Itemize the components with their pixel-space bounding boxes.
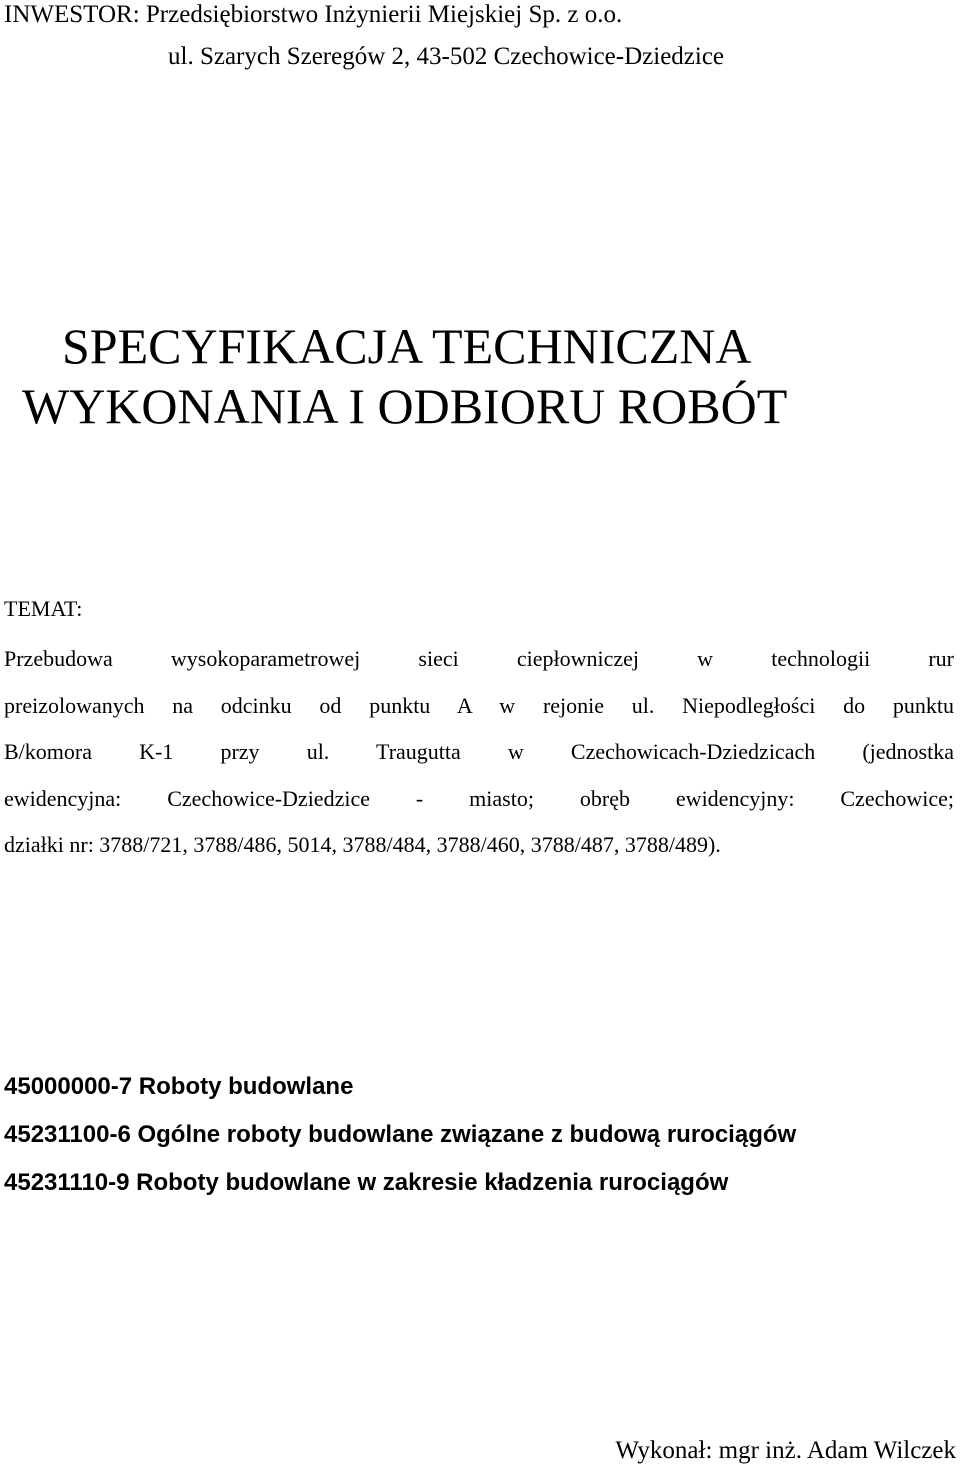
topic-line: ewidencyjna: Czechowice-Dziedzice - miasto; obręb ewidencyjny: Czechowice; bbox=[4, 785, 954, 811]
investor-heading: INWESTOR: Przedsiębiorstwo Inżynierii Miejskiej Sp. z o.o. bbox=[4, 1, 623, 28]
author-signature: Wykonał: mgr inż. Adam Wilczek bbox=[615, 1437, 956, 1464]
topic-line: działki nr: 3788/721, 3788/486, 5014, 3788/484, 3788/460, 3788/487, 3788/489). bbox=[4, 832, 721, 857]
cpv-code: 45231110-9 Roboty budowlane w zakresie kładzenia rurociągów bbox=[4, 1169, 729, 1196]
investor-address: ul. Szarych Szeregów 2, 43-502 Czechowice-Dziedzice bbox=[168, 43, 725, 70]
cpv-code-list bbox=[4, 1063, 796, 1207]
topic-line: B/komora K-1 przy ul. Traugutta w Czechowicach-Dziedzicach (jednostka bbox=[4, 739, 954, 764]
topic-label: TEMAT: bbox=[4, 596, 83, 621]
topic-line: preizolowanych na odcinku od punktu A w rejonie ul. Niepodległości do punktu bbox=[4, 692, 954, 718]
cpv-code: 45000000-7 Roboty budowlane bbox=[4, 1073, 354, 1100]
document-title-line-2: WYKONANIA I ODBIORU ROBÓT bbox=[22, 378, 788, 434]
topic-description bbox=[4, 636, 954, 869]
topic-line: Przebudowa wysokoparametrowej sieci ciepłowniczej w technologii rur bbox=[4, 646, 954, 671]
document-title-line-1: SPECYFIKACJA TECHNICZNA bbox=[62, 318, 752, 374]
cpv-code: 45231100-6 Ogólne roboty budowlane związane z budową rurociągów bbox=[4, 1121, 797, 1148]
